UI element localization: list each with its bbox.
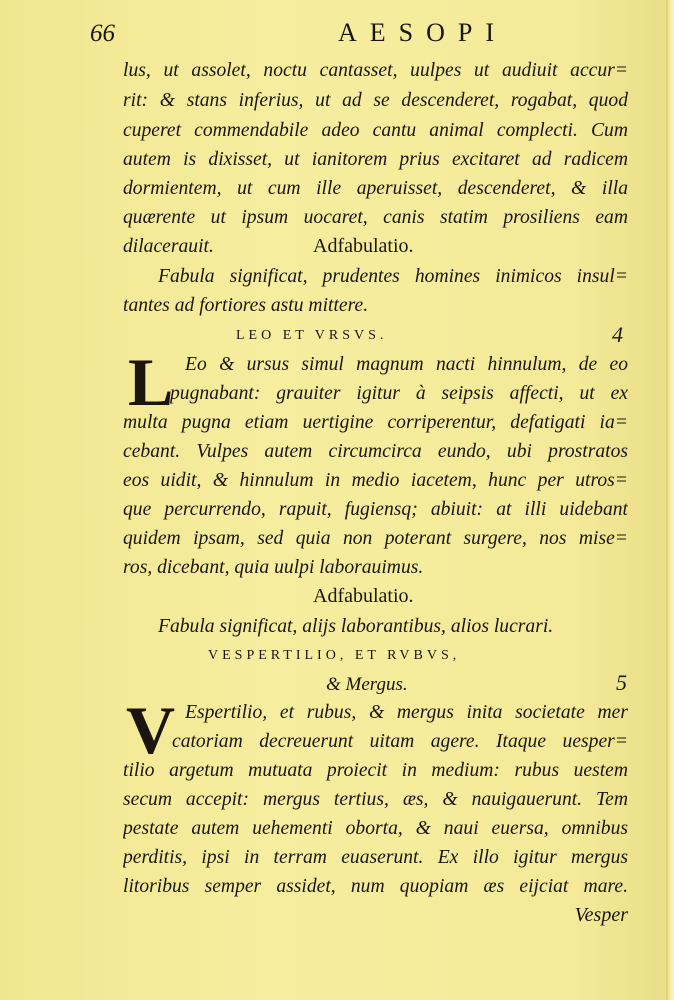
page-number: 66 [90, 20, 115, 47]
text-line: pugnabant: grauiter igitur à seipsis affecti, ut ex [170, 383, 628, 404]
text-line: lus, ut assolet, noctu cantasset, uulpes ut audiuit accur= [123, 60, 628, 81]
text-line: tilio argetum mutuata proiecit in medium: rubus uestem [123, 760, 628, 781]
moral-line: Fabula significat, prudentes homines inimicos insul= [158, 266, 628, 287]
fable-title: VESPERTILIO, ET RVBVS, [208, 648, 461, 663]
catchword: Vesper [574, 904, 628, 926]
adfabulatio-heading: Adfabulatio. [313, 235, 414, 257]
fable-number: 5 [616, 670, 627, 695]
moral-line: Fabula significat, alijs laborantibus, alios lucrari. [158, 616, 554, 637]
fable-title: LEO ET VRSVS. [236, 328, 388, 343]
page-edge [666, 0, 674, 1000]
text-line: catoriam decreuerunt uitam agere. Itaque uesper= [172, 731, 628, 752]
text-line: rit: & stans inferius, ut ad se descenderet, rogabat, quod [123, 90, 628, 111]
text-line: cuperet commendabile adeo cantu animal complecti. Cum [123, 120, 628, 141]
text-line: perditis, ipsi in terram euaserunt. Ex illo igitur mergus [123, 847, 628, 868]
text-line: Eo & ursus simul magnum nacti hinnulum, de eo [185, 354, 628, 375]
text-line: autem is dixisset, ut ianitorem prius excitaret ad radicem [123, 149, 628, 170]
moral-line: tantes ad fortiores astu mittere. [123, 295, 369, 316]
running-head: AESOPI [338, 18, 508, 47]
text-line: eos uidit, & hinnulum in medio iacetem, hunc per utros= [123, 470, 628, 491]
text-line: que percurrendo, rapuit, fugiensq; abiuit: at illi uidebant [123, 499, 628, 520]
text-line: quærente ut ipsum uocaret, canis statim prosiliens eam [123, 207, 628, 228]
fable-number: 4 [612, 322, 623, 347]
fable-title-continued: & Mergus. [326, 674, 408, 695]
text-line: Espertilio, et rubus, & mergus inita societate mer [185, 702, 628, 723]
text-line: secum accepit: mergus tertius, æs, & nauigauerunt. Tem [123, 789, 628, 810]
text-line: ros, dicebant, quia uulpi laborauimus. [123, 557, 424, 578]
text-line: litoribus semper assidet, num quopiam æs eijciat mare. [123, 876, 628, 897]
drop-capital: V [126, 692, 176, 768]
text-line: cebant. Vulpes autem circumcirca eundo, ubi prostratos [123, 441, 628, 462]
page-header [0, 18, 674, 54]
text-line: quidem ipsam, sed quia non poterant surgere, nos mise= [123, 528, 628, 549]
text-line: pestate autem uehementi oborta, & naui euersa, omnibus [123, 818, 628, 839]
text-line: multa pugna etiam uertigine corriperentur, defatigati ia= [123, 412, 628, 433]
adfabulatio-heading: Adfabulatio. [313, 585, 414, 607]
text-line: dilacerauit. [123, 236, 214, 257]
drop-capital: L [128, 344, 174, 420]
text-line: dormientem, ut cum ille aperuisset, descenderet, & illa [123, 178, 628, 199]
